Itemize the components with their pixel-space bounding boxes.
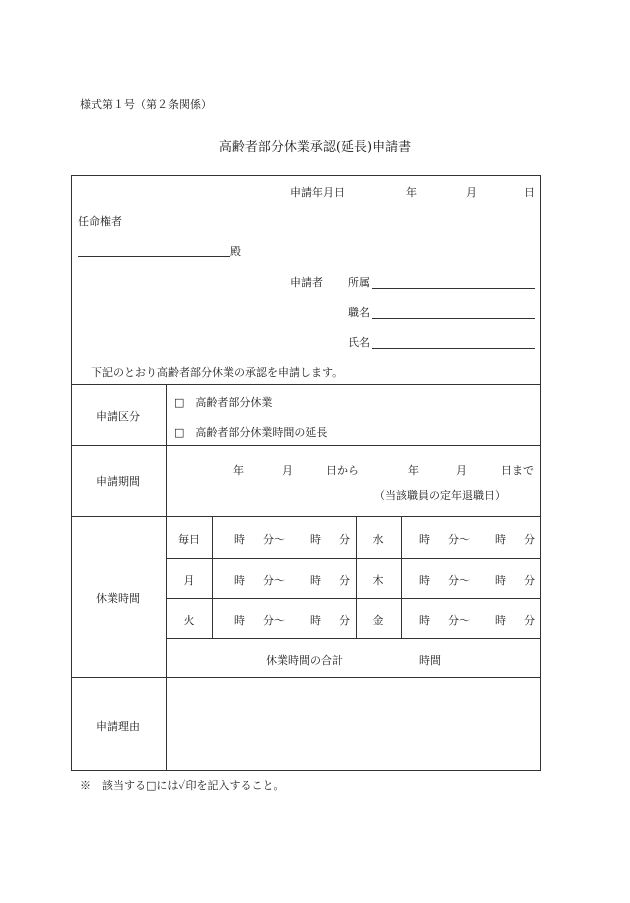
total-hours-label: 休業時間の合計: [266, 654, 343, 667]
date-day-unit: 日: [524, 186, 535, 199]
total-hours-unit: 時間: [419, 654, 441, 667]
category-option-partial-leave[interactable]: □ 高齢者部分休業: [174, 396, 273, 409]
date-label: 申請年月日: [290, 186, 345, 199]
divider-hours: [71, 516, 541, 517]
position-label: 職名: [348, 306, 370, 319]
day-column-divider-left: [212, 516, 213, 638]
minute-to-unit: 分〜: [448, 533, 470, 546]
divider-hours-row2: [166, 558, 541, 559]
day-tuesday: 火: [183, 614, 195, 627]
day-everyday: 毎日: [178, 533, 200, 546]
divider-hours-row3: [166, 598, 541, 599]
minute-unit: 分: [339, 533, 350, 546]
honorific: 殿: [230, 245, 241, 258]
hour-unit: 時: [495, 533, 506, 546]
hour-unit: 時: [419, 533, 430, 546]
appointer-label: 任命権者: [78, 215, 122, 228]
hour-unit: 時: [419, 574, 430, 587]
hour-unit: 時: [234, 533, 245, 546]
category-option-extension[interactable]: □ 高齢者部分休業時間の延長: [174, 426, 328, 439]
hour-unit: 時: [310, 533, 321, 546]
hour-unit: 時: [495, 574, 506, 587]
period-end-note: （当該職員の定年退職日）: [374, 489, 506, 502]
period-end-month-unit: 月: [456, 464, 467, 477]
period-label: 申請期間: [96, 475, 140, 488]
page-title: 高齢者部分休業承認(延長)申請書: [218, 140, 412, 155]
form-number: 様式第１号（第２条関係）: [80, 98, 212, 111]
minute-unit: 分: [524, 533, 535, 546]
period-start-year-unit: 年: [233, 464, 244, 477]
date-month-unit: 月: [466, 186, 477, 199]
day-column-divider-right: [401, 516, 402, 638]
period-end-year-unit: 年: [408, 464, 419, 477]
divider-period: [71, 445, 541, 446]
minute-unit: 分: [339, 574, 350, 587]
reason-label: 申請理由: [96, 720, 140, 733]
application-statement: 下記のとおり高齢者部分休業の承認を申請します。: [91, 366, 344, 379]
affiliation-label: 所属: [348, 276, 370, 289]
reason-field[interactable]: [168, 680, 538, 768]
minute-unit: 分: [524, 614, 535, 627]
day-friday: 金: [372, 614, 384, 627]
footnote: ※ 該当する□には✓印を記入すること。: [80, 779, 285, 792]
minute-to-unit: 分〜: [448, 614, 470, 627]
period-end-day-unit: 日まで: [501, 464, 534, 477]
hour-unit: 時: [419, 614, 430, 627]
name-field[interactable]: [372, 348, 535, 349]
category-label: 申請区分: [96, 410, 140, 423]
applicant-label: 申請者: [290, 276, 323, 289]
divider-reason: [71, 677, 541, 678]
hour-unit: 時: [234, 574, 245, 587]
appointer-name-field[interactable]: [78, 256, 230, 257]
minute-unit: 分: [339, 614, 350, 627]
period-start-day-unit: 日から: [326, 464, 359, 477]
minute-to-unit: 分〜: [448, 574, 470, 587]
hour-unit: 時: [310, 574, 321, 587]
day-thursday: 木: [372, 574, 384, 587]
divider-hours-total: [166, 638, 541, 639]
hour-unit: 時: [234, 614, 245, 627]
minute-to-unit: 分〜: [263, 574, 285, 587]
day-column-divider-mid: [356, 516, 357, 638]
hour-unit: 時: [495, 614, 506, 627]
name-label: 氏名: [348, 336, 370, 349]
label-column-divider: [166, 384, 167, 771]
period-start-month-unit: 月: [282, 464, 293, 477]
hours-label: 休業時間: [96, 592, 140, 605]
day-monday: 月: [183, 574, 195, 587]
divider-category: [71, 384, 541, 385]
day-wednesday: 水: [372, 533, 384, 546]
minute-to-unit: 分〜: [263, 614, 285, 627]
affiliation-field[interactable]: [372, 288, 535, 289]
minute-unit: 分: [524, 574, 535, 587]
hour-unit: 時: [310, 614, 321, 627]
minute-to-unit: 分〜: [263, 533, 285, 546]
position-field[interactable]: [372, 318, 535, 319]
date-year-unit: 年: [406, 186, 417, 199]
